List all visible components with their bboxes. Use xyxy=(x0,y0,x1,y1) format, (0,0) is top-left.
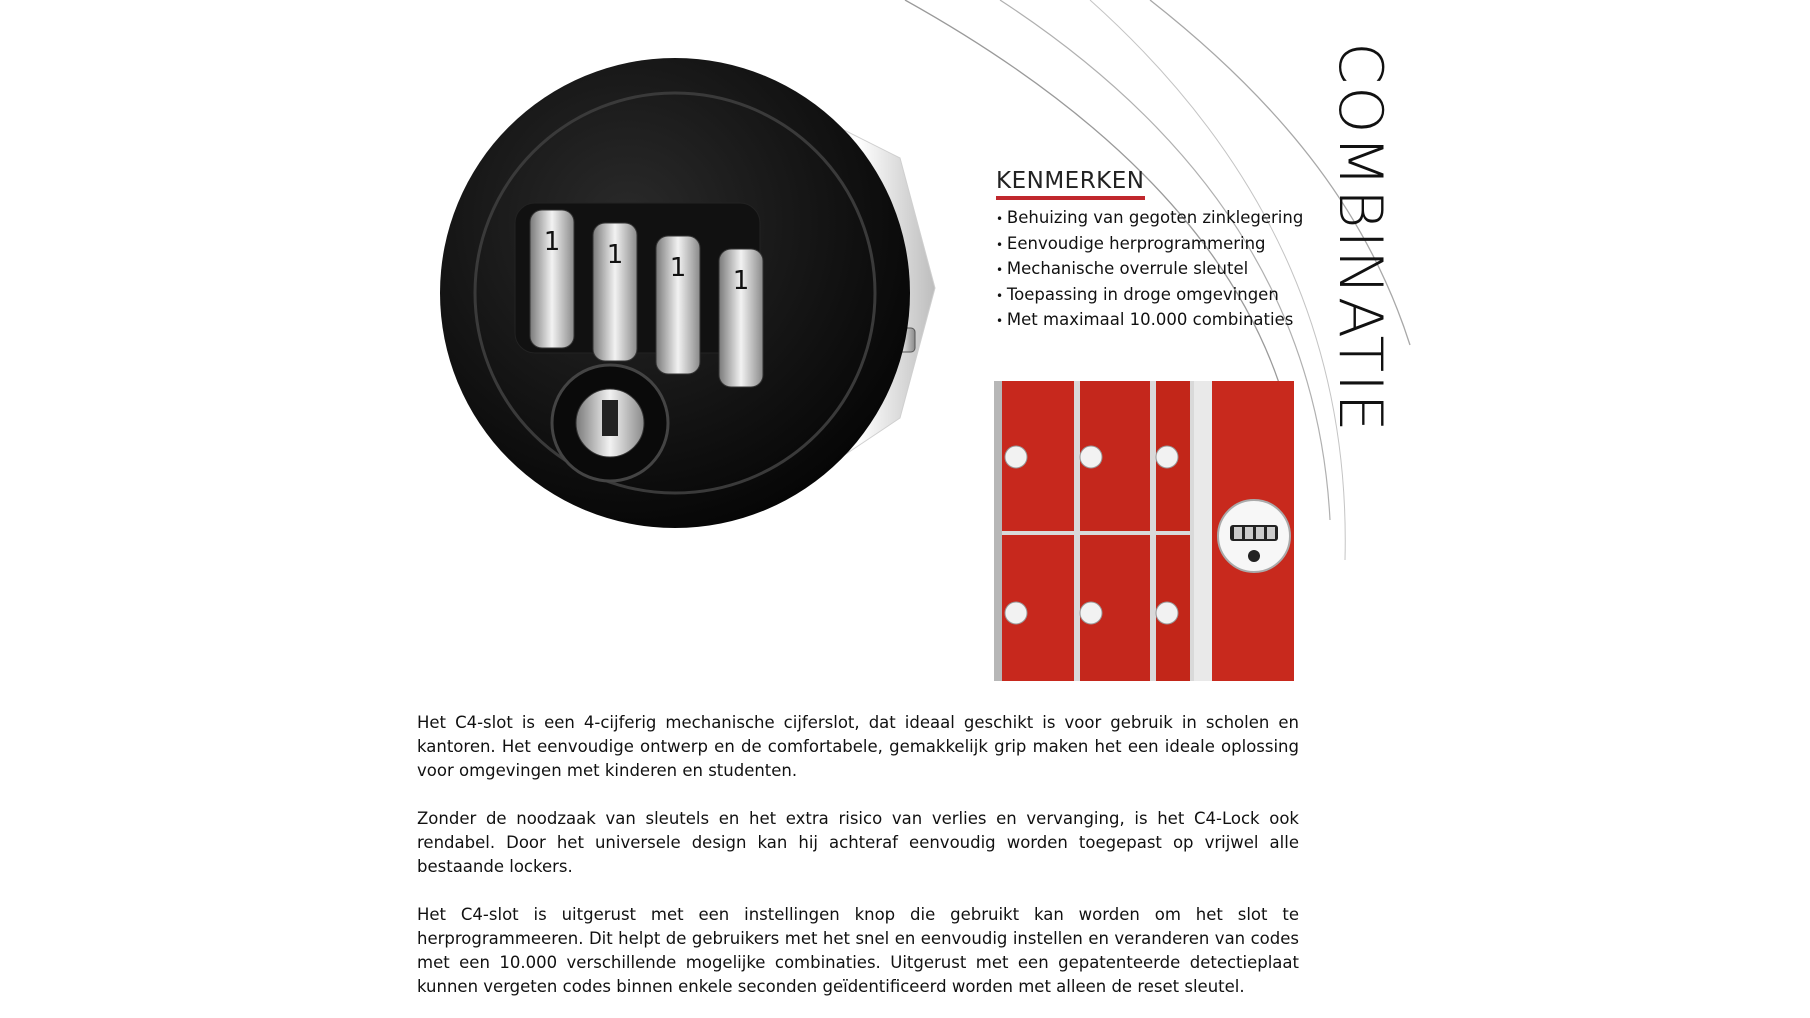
svg-text:1: 1 xyxy=(606,240,624,270)
svg-text:1: 1 xyxy=(732,266,750,296)
svg-text:1: 1 xyxy=(669,253,687,283)
description-paragraph: Het C4-slot is uitgerust met een instellingen knop die gebruikt kan worden om het slot te herprogrammeeren. Dit helpt de gebruikers met het snel en eenvoudig instellen en veranderen van codes met een 10.000 verschillende mogelijke combinaties. Uitgerust met een gepatenteerde detectieplaat kunnen vergeten codes binnen enkele seconden geïdentificeerd worden met alleen de reset sleutel. xyxy=(417,905,1299,996)
features-list xyxy=(996,206,1326,334)
feature-item: • Eenvoudige herprogrammering xyxy=(996,232,1326,258)
feature-item: • Met maximaal 10.000 combinaties xyxy=(996,308,1326,334)
combination-lock-image xyxy=(430,38,955,548)
lockers-photo xyxy=(994,381,1294,681)
features-heading: KENMERKEN xyxy=(996,168,1145,200)
description-paragraph: Het C4-slot is een 4-cijferig mechanische cijferslot, dat ideaal geschikt is voor gebruik in scholen en kantoren. Het eenvoudige ontwerp en de comfortabele, gemakkelijk grip maken het een ideale oplossing voor omgevingen met kinderen en studenten. xyxy=(417,713,1299,780)
locker-combination-lock-icon xyxy=(1218,500,1290,572)
svg-text:1: 1 xyxy=(543,227,561,257)
description-paragraph: Zonder de noodzaak van sleutels en het extra risico van verlies en vervanging, is het C4-Lock ook rendabel. Door het universele design kan hij achteraf eenvoudig worden toegepast op vrijwel alle bestaande lockers. xyxy=(417,809,1299,876)
feature-item: • Mechanische overrule sleutel xyxy=(996,257,1326,283)
feature-item: • Behuizing van gegoten zinklegering xyxy=(996,206,1326,232)
vertical-page-title: COMBINATIE xyxy=(1325,42,1395,434)
features-section xyxy=(996,168,1326,334)
feature-item: • Toepassing in droge omgevingen xyxy=(996,283,1326,309)
product-description xyxy=(417,711,1299,999)
